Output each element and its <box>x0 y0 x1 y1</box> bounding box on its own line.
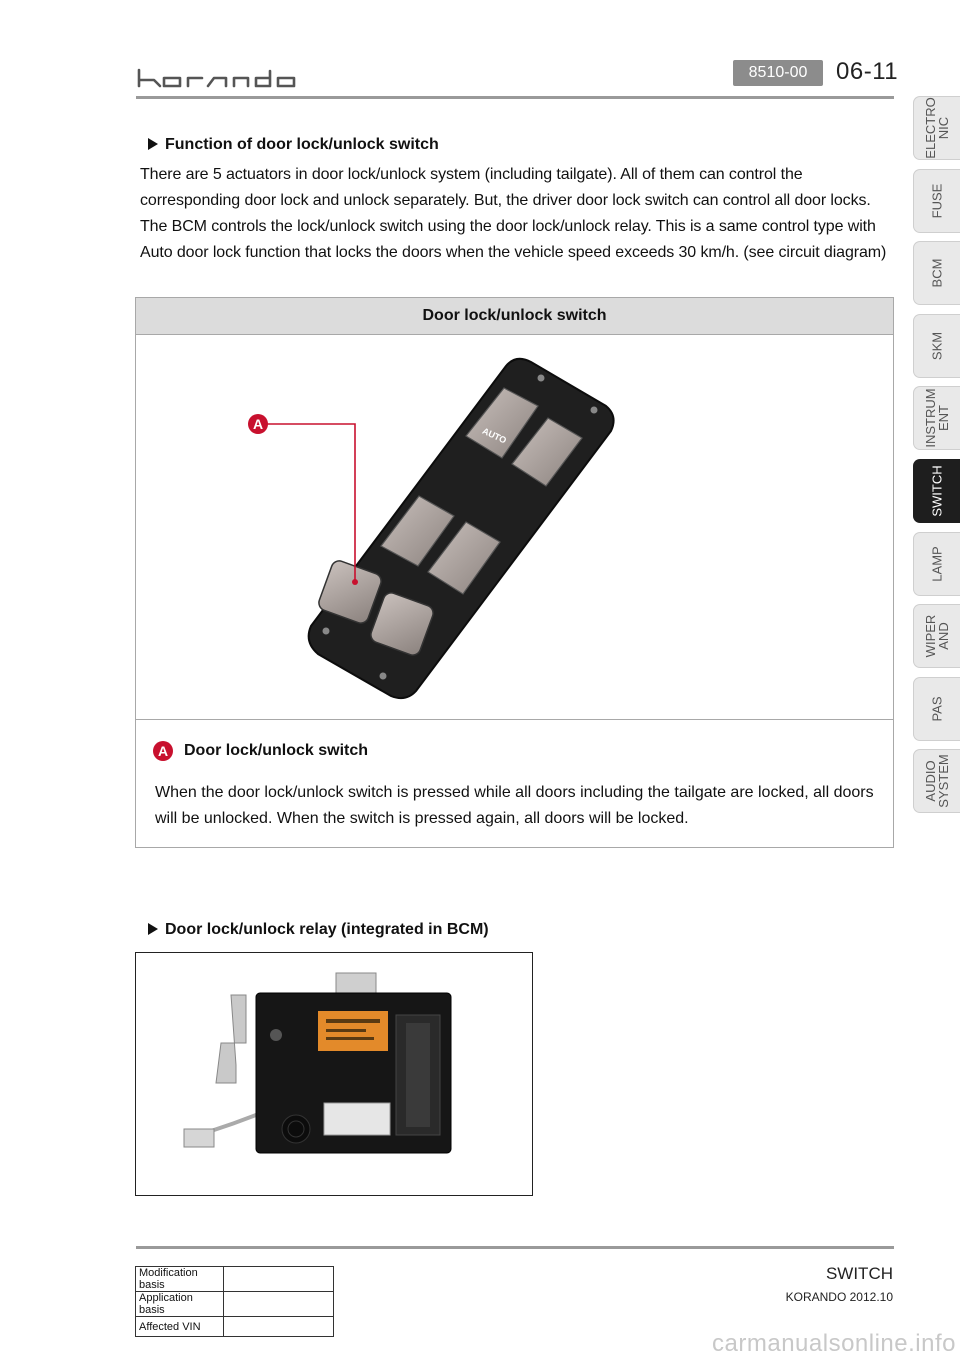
bcm-photo-box <box>135 952 533 1196</box>
note-text: When the door lock/unlock switch is pressed while all doors including the tailgate are locked, all doors will be unlocked. When the switch is pressed again, all doors will be locked. <box>155 784 874 827</box>
section-heading-text: Function of door lock/unlock switch <box>165 136 439 153</box>
side-tab-bcm[interactable] <box>913 241 960 305</box>
table-cell-value <box>224 1317 334 1337</box>
footer-rule <box>136 1246 894 1249</box>
table-cell-key: Affected VIN <box>136 1317 224 1337</box>
side-tab-electro-nic[interactable] <box>913 96 960 160</box>
footer-model-date: KORANDO 2012.10 <box>785 1290 893 1304</box>
watermark-text: carmanualsonline.info <box>712 1330 956 1357</box>
section-code-badge: 8510-00 <box>733 60 823 86</box>
side-tab-lamp[interactable] <box>913 532 960 596</box>
side-tab-pas[interactable] <box>913 677 960 741</box>
side-tab-label: INSTRUM ENT <box>923 388 951 448</box>
footer-section-name: SWITCH <box>825 1264 893 1283</box>
side-tab-label: ELECTRO NIC <box>923 97 951 159</box>
side-tab-label: AUDIO SYSTEM <box>923 754 951 809</box>
callout-leader-line <box>267 424 355 582</box>
table-cell-value <box>224 1292 334 1317</box>
side-tab-instrum-ent[interactable] <box>913 386 960 450</box>
side-tab-fuse[interactable] <box>913 169 960 233</box>
side-tab-label: LAMP <box>929 545 945 582</box>
side-tab-label: PAS <box>929 696 945 722</box>
side-tab-label: SKM <box>929 331 945 360</box>
table-row <box>136 1267 334 1292</box>
section-heading-function <box>148 136 439 154</box>
door-switch-photo <box>136 336 893 719</box>
side-tab-audio-system[interactable] <box>913 749 960 813</box>
side-tab-label: BCM <box>929 258 945 288</box>
callout-a-letter: A <box>252 416 264 432</box>
section-body-text: There are 5 actuators in door lock/unlock system (including tailgate). All of them can control the corresponding door lock and unlock separately. But, the driver door lock switch can control all door locks. The BCM controls the lock/unlock switch using the door lock/unlock relay. This is a same control type with Auto door lock function that locks the doors when the vehicle speed exceeds 30 km/h. (see circuit diagram) <box>140 166 887 261</box>
side-tab-switch[interactable] <box>913 459 960 523</box>
figure-title: Door lock/unlock switch <box>136 298 893 335</box>
table-row <box>136 1292 334 1317</box>
callout-a-badge: A <box>153 741 173 761</box>
side-tab-skm[interactable] <box>913 314 960 378</box>
section-heading-text: Door lock/unlock relay (integrated in BCM) <box>165 921 489 938</box>
modification-table <box>135 1266 334 1337</box>
korando-logo <box>136 66 316 90</box>
page-number: 06-11 <box>836 58 899 85</box>
triangle-bullet-icon <box>148 138 158 150</box>
note-title: Door lock/unlock switch <box>184 742 369 759</box>
figure-box <box>135 297 894 848</box>
triangle-bullet-icon <box>148 923 158 935</box>
table-cell-key: Modification basis <box>136 1267 224 1292</box>
auto-label: AUTO <box>480 425 509 446</box>
figure-divider <box>136 719 893 720</box>
table-row <box>136 1317 334 1337</box>
section-heading-relay <box>148 921 489 939</box>
side-tab-label: WIPER AND <box>923 614 951 658</box>
bcm-module-photo <box>136 953 532 1195</box>
table-cell-key: Application basis <box>136 1292 224 1317</box>
header-rule <box>136 96 894 99</box>
side-tab-label: SWITCH <box>929 465 945 517</box>
side-tab-wiper-and[interactable] <box>913 604 960 668</box>
table-cell-value <box>224 1267 334 1292</box>
side-tab-label: FUSE <box>929 183 945 218</box>
